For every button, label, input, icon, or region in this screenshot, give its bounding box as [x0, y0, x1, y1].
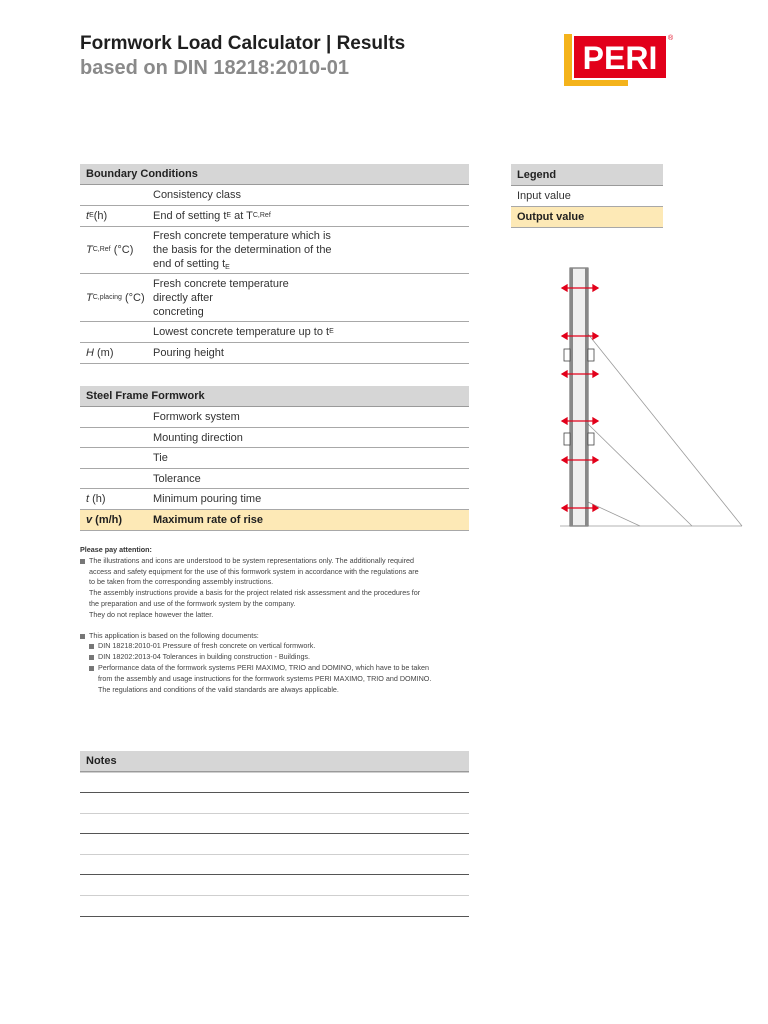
- notes-line: [80, 854, 469, 855]
- boundary-conditions-heading: Boundary Conditions: [80, 164, 469, 185]
- table-row-output: [80, 510, 469, 531]
- page-subtitle: based on DIN 18218:2010-01: [80, 57, 350, 79]
- peri-logo-graphic: [558, 30, 674, 90]
- tcref-symbol: T C,Ref (°C): [86, 244, 134, 256]
- attention-bullet-1: The illustrations and icons are understood to be system representations only. The additionally required access and safety equipment for the use of this formwork system in accordance with the regulations are to be taken from the corresponding assembly instructions. The assembly instructions provide a basis for the project related risk assessment and the procedures for the preparation and use of the formwork system by the company. They do not replace however the latter.: [80, 556, 475, 621]
- clamp-right-1: [588, 349, 594, 361]
- table-row: [80, 428, 469, 448]
- tolerance-label: Tolerance: [153, 472, 201, 485]
- pouring-height-label: Pouring height: [153, 347, 224, 359]
- table-row: [80, 407, 469, 428]
- end-of-setting-label: End of setting t E at T C,Ref: [153, 210, 271, 222]
- fresh-concrete-temp-ref-label: Fresh concrete temperature which is the basis for the determination of the end of setting $t_E$: [153, 230, 332, 271]
- mounting-direction-label: Mounting direction: [153, 431, 243, 444]
- notes-heading: Notes: [80, 751, 469, 772]
- formwork-diagram: [550, 262, 750, 532]
- logo-text: PERI: [582, 40, 658, 76]
- table-row: [80, 448, 469, 469]
- legend-heading: Legend: [511, 164, 663, 186]
- logo-registered-mark: ®: [668, 35, 674, 42]
- notes-lines: [80, 772, 469, 922]
- tie-label: Tie: [153, 452, 168, 464]
- fresh-concrete-temp-placing-label: Fresh concrete temperature directly after concreting: [153, 278, 289, 318]
- notes-line: [80, 772, 469, 773]
- table-row: [80, 489, 469, 510]
- steel-frame-formwork-table: [80, 386, 469, 531]
- max-rate-of-rise-label: Maximum rate of rise: [153, 514, 264, 526]
- page-title: Formwork Load Calculator | Results: [80, 33, 406, 54]
- doc-item-3: Performance data of the formwork systems PERI MAXIMO, TRIO and DOMINO, which have to be taken from the assembly and usage instructions for the formwork systems PERI MAXIMO, TRIO and DOMINO. The regulations and conditions of the valid standards are always applicable.: [80, 663, 475, 695]
- formwork-left-face: [570, 268, 573, 526]
- notes-section: [80, 751, 469, 772]
- table-row: [80, 185, 469, 206]
- notes-line: [80, 874, 469, 875]
- table-row: [80, 274, 469, 322]
- table-row: [80, 206, 469, 227]
- legend-output-value: Output value: [511, 207, 663, 228]
- clamp-left-1: [564, 349, 570, 361]
- doc-item-1: DIN 18218:2010-01 Pressure of fresh concrete on vertical formwork.: [80, 641, 475, 652]
- table-row: [80, 469, 469, 489]
- doc-item-2: DIN 18202:2013-04 Tolerances in building construction - Buildings.: [80, 652, 475, 663]
- attention-heading: Please pay attention:: [80, 545, 152, 554]
- legend-input-value: Input value: [511, 186, 663, 207]
- steel-frame-formwork-heading: Steel Frame Formwork: [80, 386, 469, 407]
- lowest-concrete-temp-label: Lowest concrete temperature up to t E: [153, 326, 334, 338]
- clamp-right-2: [588, 433, 594, 445]
- v-symbol: v (m/h): [86, 514, 123, 526]
- notes-line: [80, 813, 469, 814]
- brace-line-foot: [588, 502, 640, 526]
- min-pouring-time-label: Minimum pouring time: [153, 493, 262, 505]
- tcplacing-symbol: T C,placing (°C): [86, 291, 145, 304]
- t-symbol: t (h): [86, 493, 106, 505]
- clamp-left-2: [564, 433, 570, 445]
- notes-line: [80, 916, 469, 917]
- notes-line: [80, 792, 469, 793]
- notes-line: [80, 895, 469, 896]
- peri-logo: [558, 30, 674, 90]
- te-symbol: t E (h): [86, 210, 108, 222]
- h-symbol: H (m): [86, 347, 114, 359]
- boundary-conditions-table: [80, 164, 469, 364]
- formwork-illustration: [550, 262, 750, 532]
- table-row: [80, 322, 469, 343]
- formwork-system-label: Formwork system: [153, 411, 240, 423]
- brace-line-short: [588, 424, 692, 526]
- attention-bullet-2: This application is based on the following documents:: [80, 631, 475, 642]
- notes-line: [80, 833, 469, 834]
- attention-notes: [80, 545, 475, 695]
- legend-table: [511, 164, 663, 228]
- table-row: [80, 343, 469, 364]
- brace-line-long: [588, 334, 742, 526]
- formwork-right-face: [585, 268, 588, 526]
- consistency-class-label: Consistency class: [153, 189, 242, 201]
- table-row: [80, 227, 469, 274]
